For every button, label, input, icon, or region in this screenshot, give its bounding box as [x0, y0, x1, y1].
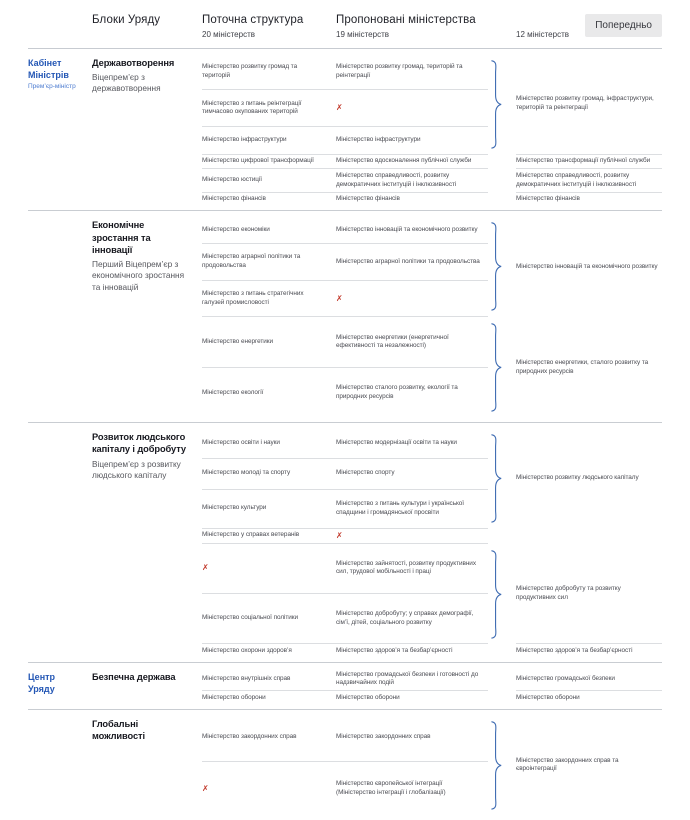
block-heading: [92, 715, 202, 743]
block-heading: [92, 216, 202, 292]
ministry-current: Міністерство фінансів: [202, 195, 266, 203]
col-header-current: Поточна структура: [202, 14, 304, 26]
ministry-current: Міністерство аграрної політики та продовольства: [202, 244, 336, 281]
ministry-proposed: Міністерство інфраструктури: [336, 127, 488, 155]
ministry-current: Міністерство з питань реінтеграції тимчасово окупованих територій: [202, 90, 336, 127]
ministry-final: Міністерство здоров’я та безбар’єрності: [516, 646, 633, 654]
ministry-current: Міністерство економіки: [202, 216, 336, 244]
ministry-proposed: Міністерство європейської інтеграції (Міністерство інтеграції і глобалізації): [336, 780, 446, 796]
ministry-final: Міністерство оборони: [516, 693, 580, 701]
ministry-current: Міністерство інфраструктури: [202, 127, 336, 155]
col-header-proposed-count: 19 міністерств: [336, 30, 389, 39]
ministry-final: Міністерство закордонних справ та євроінтеграції: [516, 756, 619, 773]
ministry-final: Міністерство енергетики, сталого розвитку та природних ресурсів: [516, 359, 649, 375]
block-global-opportunities: [28, 710, 662, 820]
block-heading: [92, 428, 202, 481]
col-header-final-count: 12 міністерств: [516, 30, 569, 39]
ministry-final: Міністерство справедливості, розвитку демократичних інституцій і інклюзивності: [516, 169, 662, 192]
merge-brace-icon: [488, 317, 516, 418]
block-heading: [92, 54, 202, 95]
block-heading: [92, 668, 202, 683]
ministry-current: Міністерство освіти і науки: [202, 428, 336, 459]
table-header: [28, 14, 662, 49]
ministry-current: Міністерство у справах ветеранів: [202, 529, 336, 544]
ministry-current: Міністерство цифрової трансформації: [202, 155, 336, 170]
ministry-proposed: Міністерство енергетики (енергетичної ефективності та незалежності): [336, 317, 488, 368]
merge-brace-icon: [488, 428, 516, 529]
ministry-current: Міністерство оборони: [202, 693, 266, 701]
ministry-proposed: Міністерство фінансів: [336, 195, 400, 203]
block-title: Державотворення: [92, 58, 175, 68]
block-title: Глобальні можливості: [92, 718, 145, 742]
ministry-proposed: Міністерство сталого розвитку, екології та природних ресурсів: [336, 384, 458, 401]
block-human-capital: [28, 423, 662, 663]
side-label-title: Кабінет Міністрів: [28, 58, 69, 80]
ministry-final: Міністерство розвитку людського капіталу: [516, 474, 639, 482]
block-subtitle: Віцепрем’єр з розвитку людського капіталу: [92, 458, 181, 480]
block-subtitle: Перший Віцепрем’єр з економічного зростання та інновацій: [92, 259, 185, 292]
ministry-current: Міністерство екології: [202, 388, 264, 396]
block-safe-state: [28, 663, 662, 710]
ministry-proposed: Міністерство добробуту; у справах демографії, сім’ї, дітей, соціального розвитку: [336, 594, 488, 644]
ministry-proposed: Міністерство здоров’я та безбар’єрності: [336, 646, 453, 654]
ministry-final: Міністерство громадської безпеки: [516, 668, 662, 691]
ministry-final: Міністерство фінансів: [516, 195, 580, 203]
ministry-proposed: Міністерство модернізації освіти та науки: [336, 428, 488, 459]
ministry-proposed: Міністерство оборони: [336, 693, 400, 701]
side-label-subtitle: Прем’єр-міністр: [28, 83, 76, 91]
ministry-final: Міністерство розвитку громад, інфраструктури, територій та реінтеграції: [516, 54, 662, 155]
ministry-proposed: Міністерство справедливості, розвитку демократичних інституцій і інклюзивності: [336, 169, 488, 192]
merge-brace-icon: [488, 216, 516, 317]
block-state-building: [28, 49, 662, 211]
ministry-current: Міністерство молоді та спорту: [202, 459, 336, 490]
ministry-current: Міністерство розвитку громад та територій: [202, 54, 336, 90]
ministry-current: Міністерство внутрішніх справ: [202, 668, 336, 691]
removed-x-icon: ✗: [202, 783, 209, 793]
ministry-current: Міністерство закордонних справ: [202, 715, 336, 762]
ministry-proposed: Міністерство з питань культури і української спадщини і громадянської просвіти: [336, 490, 488, 529]
preliminary-badge[interactable]: Попередньо: [585, 14, 662, 37]
removed-x-icon: ✗: [202, 544, 336, 594]
ministry-current: Міністерство культури: [202, 490, 336, 529]
merge-brace-icon: [488, 54, 516, 155]
merge-brace-icon: [488, 544, 516, 645]
ministry-current: Міністерство з питань стратегічних галузей промисловості: [202, 281, 336, 318]
removed-x-icon: ✗: [336, 281, 488, 318]
ministry-proposed: Міністерство зайнятості, розвитку продуктивних сил, трудової мобільності і праці: [336, 544, 488, 594]
block-economic-growth: [28, 211, 662, 423]
col-header-proposed: Пропоновані міністерства: [336, 14, 476, 26]
removed-x-icon: ✗: [336, 529, 488, 544]
ministry-proposed: Міністерство вдосконалення публічної служби: [336, 155, 488, 170]
ministry-final: Міністерство добробуту та розвитку продуктивних сил: [516, 544, 662, 645]
ministry-current: Міністерство соціальної політики: [202, 594, 336, 644]
block-title: Безпечна держава: [92, 672, 176, 683]
col-header-current-count: 20 міністерств: [202, 30, 255, 39]
ministry-proposed: Міністерство інновацій та економічного розвитку: [336, 216, 488, 244]
ministry-proposed: Міністерство закордонних справ: [336, 715, 488, 762]
ministry-final: Міністерство інновацій та економічного розвитку: [516, 262, 658, 270]
side-label-title: Центр Уряду: [28, 672, 56, 694]
ministry-proposed: Міністерство громадської безпеки і готовності до надзвичайних подій: [336, 668, 488, 691]
side-label-center: [28, 668, 92, 695]
ministry-proposed: Міністерство розвитку громад, територій та реінтеграції: [336, 54, 488, 90]
merge-brace-icon: [488, 715, 516, 816]
ministry-current: Міністерство юстиції: [202, 169, 336, 192]
removed-x-icon: ✗: [336, 90, 488, 127]
block-subtitle: Віцепрем’єр з державотворення: [92, 72, 161, 94]
block-title: Розвиток людського капіталу і добробуту: [92, 432, 186, 455]
ministry-current: Міністерство охорони здоров’я: [202, 646, 292, 654]
ministry-proposed: Міністерство аграрної політики та продовольства: [336, 244, 488, 281]
ministry-current: Міністерство енергетики: [202, 317, 336, 368]
side-label-cabinet: [28, 54, 92, 90]
ministry-final: Міністерство трансформації публічної служби: [516, 155, 662, 170]
col-header-blocks: Блоки Уряду: [92, 14, 161, 26]
ministry-proposed: Міністерство спорту: [336, 459, 488, 490]
block-title: Економічне зростання та інновації: [92, 220, 151, 255]
